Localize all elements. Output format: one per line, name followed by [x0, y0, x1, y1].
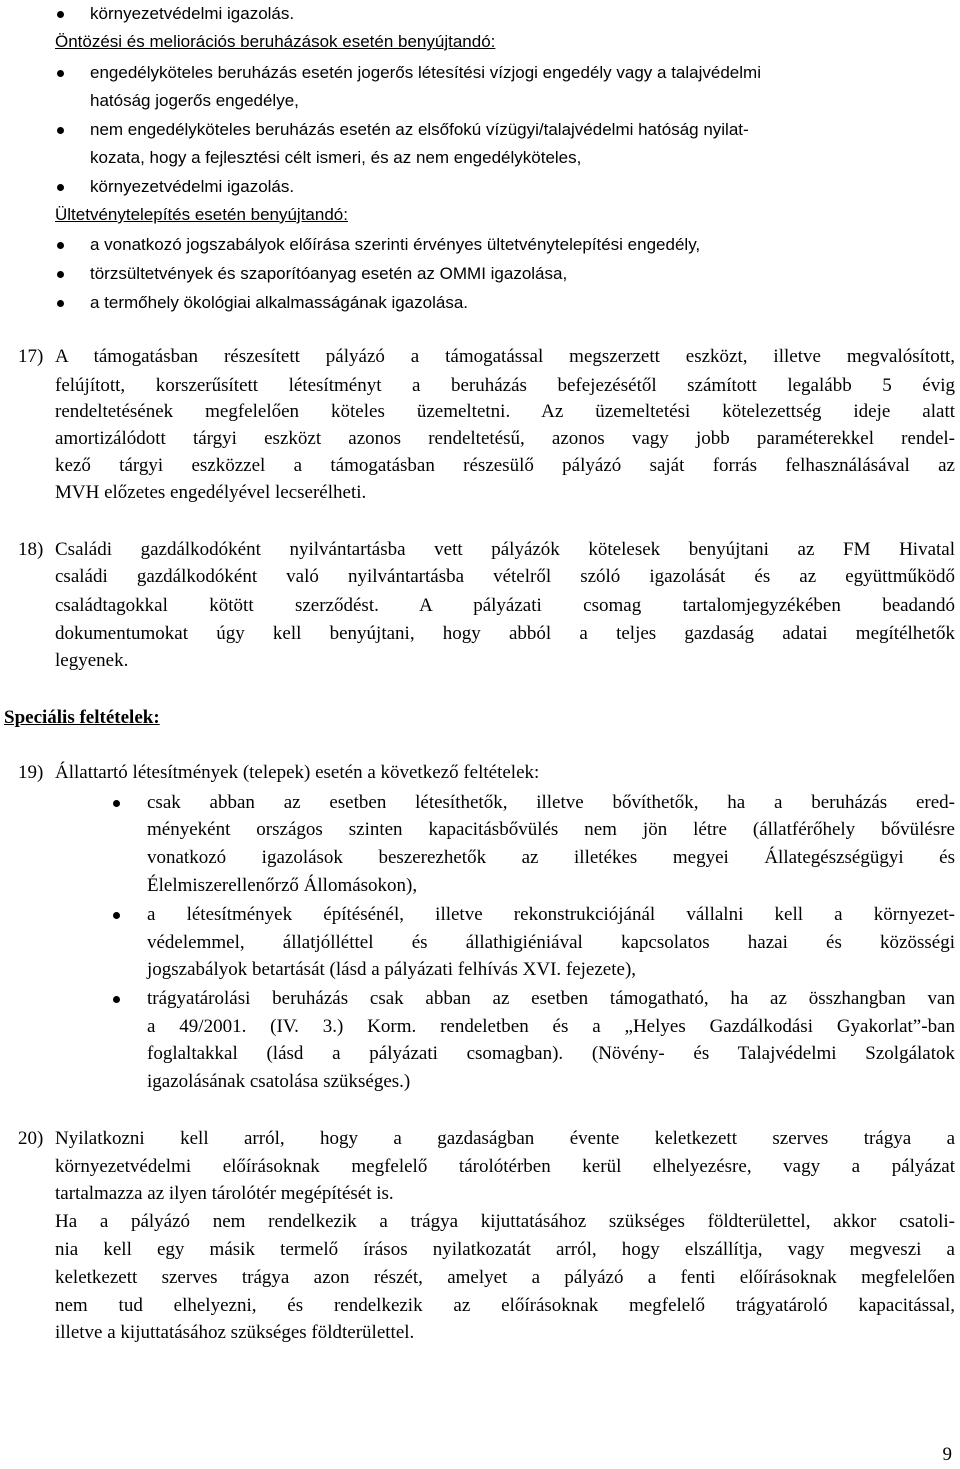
list-item: környezetvédelmi igazolás. — [90, 4, 295, 23]
item-number: 17) — [18, 346, 44, 367]
list-item: igazolásának csatolása szükséges.) — [147, 1071, 411, 1092]
list-item: Élelmiszerellenőrző Állomásokon), — [147, 875, 418, 896]
list-item: a termőhely ökológiai alkalmasságának igazolása. — [90, 293, 468, 312]
bullet — [113, 996, 120, 1003]
bullet — [57, 184, 64, 191]
list-item: védelemmel, állatjólléttel és állathigiéniával kapcsolatos hazai és közösségi — [147, 932, 955, 953]
paragraph-line: kező tárgyi eszközzel a támogatásban részesülő pályázó saját forrás felhasználásával az — [55, 455, 955, 476]
paragraph-line: felújított, korszerűsített létesítményt a beruházás befejezésétől számított legalább 5 évig — [55, 375, 955, 396]
special-heading: Speciális feltételek: — [4, 707, 160, 728]
paragraph-line: A támogatásban részesített pályázó a támogatással megszerzett eszközt, illetve megvalósított, — [55, 346, 955, 367]
paragraph-line: amortizálódott tárgyi eszközt azonos rendeltetésű, azonos vagy jobb paraméterekkel rendel- — [55, 428, 955, 449]
page-number: 9 — [942, 1444, 952, 1465]
bullet — [113, 800, 120, 807]
list-item: trágyatárolási beruházás csak abban az esetben támogatható, ha az összhangban van — [147, 988, 955, 1009]
bullet — [57, 271, 64, 278]
bullet — [57, 70, 64, 77]
list-item: jogszabályok betartását (lásd a pályázati felhívás XVI. fejezete), — [147, 959, 637, 980]
item-number: 19) — [18, 762, 44, 783]
list-item: csak abban az esetben létesíthetők, illetve bővíthetők, ha a beruházás ered- — [147, 792, 955, 813]
list-item: engedélyköteles beruházás esetén jogerős létesítési vízjogi engedély vagy a talajvédelmi — [90, 63, 761, 82]
item-number: 18) — [18, 539, 44, 560]
paragraph-line: tartalmazza az ilyen tárolótér megépítését is. — [55, 1183, 394, 1204]
paragraph-line: környezetvédelmi előírásoknak megfelelő tárolótérben kerül elhelyezésre, vagy a pályázat — [55, 1156, 955, 1177]
paragraph-line: keletkezett szerves trágya azon részét, amelyet a pályázó a fenti előírásoknak megfelelően — [55, 1267, 955, 1288]
section-heading: Öntözési és meliorációs beruházások esetén benyújtandó: — [55, 32, 496, 51]
list-item: környezetvédelmi igazolás. — [90, 177, 295, 196]
paragraph-line: Családi gazdálkodóként nyilvántartásba vett pályázók kötelesek benyújtani az FM Hivatal — [55, 539, 955, 560]
list-item: kozata, hogy a fejlesztési célt ismeri, és az nem engedélyköteles, — [90, 148, 582, 167]
list-item: hatóság jogerős engedélye, — [90, 91, 299, 110]
list-item: a létesítmények építésénél, illetve rekonstrukciójánál vállalni kell a környezet- — [147, 904, 955, 925]
bullet — [57, 127, 64, 134]
section-heading: Ültetvénytelepítés esetén benyújtandó: — [55, 205, 348, 224]
list-item: ményeként országos szinten kapacitásbővülés nem jön létre (állatférőhely bővülésre — [147, 819, 955, 840]
list-item: a 49/2001. (IV. 3.) Korm. rendeletben és a „Helyes Gazdálkodási Gyakorlat”-ban — [147, 1016, 955, 1037]
paragraph-line: rendeltetésének megfelelően köteles üzemeltetni. Az üzemeltetési kötelezettség ideje alatt — [55, 401, 955, 422]
paragraph-line: illetve a kijuttatásához szükséges földterülettel. — [55, 1322, 415, 1343]
paragraph-line: legyenek. — [55, 650, 129, 671]
paragraph-line: Ha a pályázó nem rendelkezik a trágya kijuttatásához szükséges földterülettel, akkor csatoli- — [55, 1211, 955, 1232]
item-intro: Állattartó létesítmények (telepek) esetén a következő feltételek: — [55, 762, 540, 783]
list-item: nem engedélyköteles beruházás esetén az elsőfokú vízügyi/talajvédelmi hatóság nyilat- — [90, 120, 749, 139]
paragraph-line: MVH előzetes engedélyével lecserélheti. — [55, 482, 367, 503]
list-item: vonatkozó igazolások beszerezhetők az illetékes megyei Állategészségügyi és — [147, 847, 955, 868]
paragraph-line: dokumentumokat úgy kell benyújtani, hogy abból a teljes gazdaság adatai megítélhetők — [55, 623, 955, 644]
paragraph-line: nem tud elhelyezni, és rendelkezik az előírásoknak megfelelő trágyatároló kapacitással, — [55, 1295, 955, 1316]
list-item: a vonatkozó jogszabályok előírása szerinti érvényes ültetvénytelepítési engedély, — [90, 235, 701, 254]
bullet — [57, 242, 64, 249]
list-item: törzsültetvények és szaporítóanyag esetén az OMMI igazolása, — [90, 264, 568, 283]
bullet — [113, 912, 120, 919]
paragraph-line: családtagokkal kötött szerződést. A pályázati csomag tartalomjegyzékében beadandó — [55, 595, 955, 616]
item-number: 20) — [18, 1128, 44, 1149]
paragraph-line: családi gazdálkodóként való nyilvántartásba vételről szóló igazolását és az együttműködő — [55, 566, 955, 587]
paragraph-line: nia kell egy másik termelő írásos nyilatkozatát arról, hogy elszállítja, vagy megveszi a — [55, 1239, 955, 1260]
list-item: foglaltakkal (lásd a pályázati csomagban). (Növény- és Talajvédelmi Szolgálatok — [147, 1043, 955, 1064]
bullet — [57, 300, 64, 307]
paragraph-line: Nyilatkozni kell arról, hogy a gazdaságban évente keletkezett szerves trágya a — [55, 1128, 955, 1149]
bullet — [57, 11, 64, 18]
